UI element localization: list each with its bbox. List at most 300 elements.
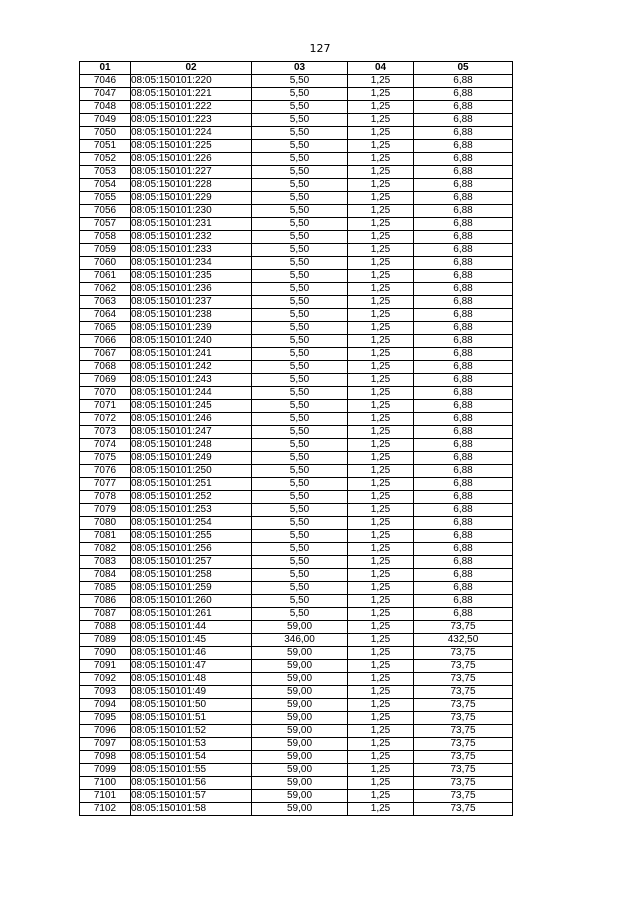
cell-03: 59,00 xyxy=(252,647,348,660)
cell-02: 08:05:150101:53 xyxy=(131,738,252,751)
cell-04: 1,25 xyxy=(348,387,414,400)
cell-01: 7068 xyxy=(80,361,131,374)
cell-01: 7073 xyxy=(80,426,131,439)
cell-01: 7050 xyxy=(80,127,131,140)
table-row xyxy=(80,361,513,374)
cell-01: 7052 xyxy=(80,153,131,166)
cell-03: 5,50 xyxy=(252,244,348,257)
cell-04: 1,25 xyxy=(348,348,414,361)
table-row xyxy=(80,205,513,218)
cell-02: 08:05:150101:249 xyxy=(131,452,252,465)
cell-05: 6,88 xyxy=(414,543,513,556)
cell-04: 1,25 xyxy=(348,88,414,101)
cell-02: 08:05:150101:227 xyxy=(131,166,252,179)
cell-05: 6,88 xyxy=(414,608,513,621)
table-row xyxy=(80,673,513,686)
table-row xyxy=(80,400,513,413)
cell-03: 5,50 xyxy=(252,205,348,218)
cell-04: 1,25 xyxy=(348,699,414,712)
cell-03: 5,50 xyxy=(252,504,348,517)
cell-02: 08:05:150101:233 xyxy=(131,244,252,257)
cell-04: 1,25 xyxy=(348,634,414,647)
cell-01: 7099 xyxy=(80,764,131,777)
cell-01: 7085 xyxy=(80,582,131,595)
cell-05: 6,88 xyxy=(414,88,513,101)
cell-01: 7053 xyxy=(80,166,131,179)
cell-01: 7058 xyxy=(80,231,131,244)
cell-01: 7087 xyxy=(80,608,131,621)
cell-04: 1,25 xyxy=(348,712,414,725)
cell-05: 6,88 xyxy=(414,413,513,426)
cell-04: 1,25 xyxy=(348,140,414,153)
cell-03: 5,50 xyxy=(252,530,348,543)
table-row xyxy=(80,231,513,244)
table-body xyxy=(80,75,513,816)
cell-04: 1,25 xyxy=(348,725,414,738)
cell-04: 1,25 xyxy=(348,127,414,140)
cell-04: 1,25 xyxy=(348,296,414,309)
cell-04: 1,25 xyxy=(348,647,414,660)
table-row xyxy=(80,478,513,491)
cell-03: 59,00 xyxy=(252,790,348,803)
cell-02: 08:05:150101:247 xyxy=(131,426,252,439)
table-row xyxy=(80,530,513,543)
table-row xyxy=(80,686,513,699)
cell-04: 1,25 xyxy=(348,608,414,621)
cell-02: 08:05:150101:237 xyxy=(131,296,252,309)
cell-05: 6,88 xyxy=(414,283,513,296)
cell-03: 59,00 xyxy=(252,686,348,699)
cell-01: 7066 xyxy=(80,335,131,348)
cell-02: 08:05:150101:240 xyxy=(131,335,252,348)
cell-03: 5,50 xyxy=(252,309,348,322)
cell-05: 73,75 xyxy=(414,699,513,712)
cell-02: 08:05:150101:250 xyxy=(131,465,252,478)
cell-05: 73,75 xyxy=(414,686,513,699)
cell-01: 7051 xyxy=(80,140,131,153)
cell-02: 08:05:150101:221 xyxy=(131,88,252,101)
cell-04: 1,25 xyxy=(348,751,414,764)
cell-03: 59,00 xyxy=(252,699,348,712)
cell-03: 5,50 xyxy=(252,387,348,400)
cell-04: 1,25 xyxy=(348,231,414,244)
cell-03: 59,00 xyxy=(252,764,348,777)
cell-05: 6,88 xyxy=(414,504,513,517)
page-number: 127 xyxy=(309,42,331,55)
cell-01: 7071 xyxy=(80,400,131,413)
cell-02: 08:05:150101:259 xyxy=(131,582,252,595)
cell-01: 7061 xyxy=(80,270,131,283)
cell-03: 5,50 xyxy=(252,348,348,361)
cell-02: 08:05:150101:238 xyxy=(131,309,252,322)
cell-05: 73,75 xyxy=(414,712,513,725)
table-row xyxy=(80,413,513,426)
cell-03: 5,50 xyxy=(252,322,348,335)
cell-05: 6,88 xyxy=(414,270,513,283)
cell-03: 59,00 xyxy=(252,777,348,790)
cell-05: 6,88 xyxy=(414,465,513,478)
table-row xyxy=(80,114,513,127)
cell-04: 1,25 xyxy=(348,101,414,114)
cell-03: 5,50 xyxy=(252,582,348,595)
cell-03: 5,50 xyxy=(252,114,348,127)
cell-05: 6,88 xyxy=(414,322,513,335)
cell-05: 6,88 xyxy=(414,140,513,153)
cell-02: 08:05:150101:226 xyxy=(131,153,252,166)
cell-01: 7095 xyxy=(80,712,131,725)
cell-02: 08:05:150101:56 xyxy=(131,777,252,790)
cell-04: 1,25 xyxy=(348,322,414,335)
cell-04: 1,25 xyxy=(348,192,414,205)
cell-04: 1,25 xyxy=(348,660,414,673)
cell-04: 1,25 xyxy=(348,335,414,348)
table-row xyxy=(80,751,513,764)
cell-02: 08:05:150101:49 xyxy=(131,686,252,699)
table-row xyxy=(80,426,513,439)
cell-05: 6,88 xyxy=(414,452,513,465)
table-row xyxy=(80,543,513,556)
cell-03: 59,00 xyxy=(252,621,348,634)
cell-01: 7074 xyxy=(80,439,131,452)
cell-02: 08:05:150101:44 xyxy=(131,621,252,634)
table-row xyxy=(80,699,513,712)
cell-04: 1,25 xyxy=(348,478,414,491)
cell-04: 1,25 xyxy=(348,556,414,569)
table-row xyxy=(80,517,513,530)
cell-02: 08:05:150101:51 xyxy=(131,712,252,725)
cell-03: 5,50 xyxy=(252,413,348,426)
cell-05: 6,88 xyxy=(414,400,513,413)
cell-05: 6,88 xyxy=(414,192,513,205)
cell-05: 6,88 xyxy=(414,205,513,218)
cell-04: 1,25 xyxy=(348,75,414,88)
table-row xyxy=(80,491,513,504)
cell-04: 1,25 xyxy=(348,738,414,751)
cell-02: 08:05:150101:244 xyxy=(131,387,252,400)
cell-02: 08:05:150101:232 xyxy=(131,231,252,244)
table-row xyxy=(80,309,513,322)
cell-01: 7084 xyxy=(80,569,131,582)
cell-01: 7101 xyxy=(80,790,131,803)
cell-04: 1,25 xyxy=(348,283,414,296)
cell-05: 73,75 xyxy=(414,725,513,738)
cell-03: 346,00 xyxy=(252,634,348,647)
cell-02: 08:05:150101:246 xyxy=(131,413,252,426)
cell-01: 7078 xyxy=(80,491,131,504)
cell-01: 7064 xyxy=(80,309,131,322)
table-row xyxy=(80,127,513,140)
cell-03: 5,50 xyxy=(252,595,348,608)
cell-03: 5,50 xyxy=(252,439,348,452)
cell-04: 1,25 xyxy=(348,179,414,192)
cell-02: 08:05:150101:52 xyxy=(131,725,252,738)
cell-04: 1,25 xyxy=(348,465,414,478)
cell-05: 6,88 xyxy=(414,101,513,114)
cell-03: 5,50 xyxy=(252,153,348,166)
cell-05: 6,88 xyxy=(414,374,513,387)
cell-02: 08:05:150101:223 xyxy=(131,114,252,127)
cell-02: 08:05:150101:222 xyxy=(131,101,252,114)
cell-02: 08:05:150101:225 xyxy=(131,140,252,153)
cell-01: 7082 xyxy=(80,543,131,556)
cell-02: 08:05:150101:46 xyxy=(131,647,252,660)
table-row xyxy=(80,179,513,192)
cell-02: 08:05:150101:252 xyxy=(131,491,252,504)
table-row xyxy=(80,803,513,816)
cell-04: 1,25 xyxy=(348,439,414,452)
cell-03: 5,50 xyxy=(252,400,348,413)
cell-01: 7046 xyxy=(80,75,131,88)
cell-04: 1,25 xyxy=(348,530,414,543)
cell-05: 6,88 xyxy=(414,582,513,595)
cell-03: 5,50 xyxy=(252,140,348,153)
cell-05: 6,88 xyxy=(414,556,513,569)
cell-05: 6,88 xyxy=(414,231,513,244)
cell-05: 6,88 xyxy=(414,530,513,543)
cell-02: 08:05:150101:243 xyxy=(131,374,252,387)
table-row xyxy=(80,660,513,673)
cell-05: 6,88 xyxy=(414,491,513,504)
table-row xyxy=(80,790,513,803)
table-row xyxy=(80,88,513,101)
cell-01: 7060 xyxy=(80,257,131,270)
cell-01: 7098 xyxy=(80,751,131,764)
cell-05: 73,75 xyxy=(414,751,513,764)
cell-03: 5,50 xyxy=(252,335,348,348)
cell-04: 1,25 xyxy=(348,413,414,426)
table-row xyxy=(80,569,513,582)
cell-04: 1,25 xyxy=(348,543,414,556)
cell-01: 7092 xyxy=(80,673,131,686)
cell-01: 7094 xyxy=(80,699,131,712)
cell-03: 5,50 xyxy=(252,478,348,491)
cell-05: 6,88 xyxy=(414,127,513,140)
cell-05: 6,88 xyxy=(414,114,513,127)
cell-02: 08:05:150101:55 xyxy=(131,764,252,777)
table-row xyxy=(80,465,513,478)
cell-02: 08:05:150101:256 xyxy=(131,543,252,556)
cell-04: 1,25 xyxy=(348,309,414,322)
cell-03: 5,50 xyxy=(252,517,348,530)
cell-04: 1,25 xyxy=(348,686,414,699)
cell-03: 5,50 xyxy=(252,452,348,465)
cell-01: 7062 xyxy=(80,283,131,296)
cell-02: 08:05:150101:253 xyxy=(131,504,252,517)
table-row xyxy=(80,621,513,634)
table-row xyxy=(80,283,513,296)
cell-03: 5,50 xyxy=(252,231,348,244)
cell-02: 08:05:150101:257 xyxy=(131,556,252,569)
table-row xyxy=(80,140,513,153)
cell-01: 7048 xyxy=(80,101,131,114)
cell-01: 7102 xyxy=(80,803,131,816)
cell-02: 08:05:150101:255 xyxy=(131,530,252,543)
cell-02: 08:05:150101:58 xyxy=(131,803,252,816)
cell-02: 08:05:150101:54 xyxy=(131,751,252,764)
table-row xyxy=(80,777,513,790)
cell-01: 7091 xyxy=(80,660,131,673)
cell-05: 6,88 xyxy=(414,166,513,179)
cell-02: 08:05:150101:50 xyxy=(131,699,252,712)
cell-04: 1,25 xyxy=(348,153,414,166)
cell-02: 08:05:150101:254 xyxy=(131,517,252,530)
cell-04: 1,25 xyxy=(348,491,414,504)
table-row xyxy=(80,725,513,738)
cell-05: 6,88 xyxy=(414,387,513,400)
table-row xyxy=(80,335,513,348)
cell-05: 6,88 xyxy=(414,244,513,257)
cell-01: 7090 xyxy=(80,647,131,660)
cell-01: 7077 xyxy=(80,478,131,491)
cell-03: 59,00 xyxy=(252,751,348,764)
cell-03: 5,50 xyxy=(252,218,348,231)
table-row xyxy=(80,738,513,751)
cell-03: 5,50 xyxy=(252,270,348,283)
cell-05: 73,75 xyxy=(414,803,513,816)
table-row xyxy=(80,322,513,335)
cell-05: 6,88 xyxy=(414,426,513,439)
cell-01: 7072 xyxy=(80,413,131,426)
cell-05: 6,88 xyxy=(414,75,513,88)
cell-03: 5,50 xyxy=(252,361,348,374)
cell-05: 6,88 xyxy=(414,478,513,491)
cell-03: 5,50 xyxy=(252,127,348,140)
cell-02: 08:05:150101:228 xyxy=(131,179,252,192)
cell-03: 5,50 xyxy=(252,192,348,205)
cell-01: 7086 xyxy=(80,595,131,608)
cell-03: 5,50 xyxy=(252,556,348,569)
table-row xyxy=(80,634,513,647)
cell-01: 7055 xyxy=(80,192,131,205)
cell-02: 08:05:150101:48 xyxy=(131,673,252,686)
cell-05: 6,88 xyxy=(414,179,513,192)
cell-05: 6,88 xyxy=(414,153,513,166)
cell-03: 5,50 xyxy=(252,75,348,88)
cell-02: 08:05:150101:229 xyxy=(131,192,252,205)
cell-05: 6,88 xyxy=(414,218,513,231)
cell-04: 1,25 xyxy=(348,504,414,517)
cell-02: 08:05:150101:235 xyxy=(131,270,252,283)
table-row xyxy=(80,75,513,88)
table-row xyxy=(80,647,513,660)
cell-04: 1,25 xyxy=(348,621,414,634)
table-row xyxy=(80,387,513,400)
cell-03: 5,50 xyxy=(252,491,348,504)
cell-01: 7049 xyxy=(80,114,131,127)
cell-05: 6,88 xyxy=(414,439,513,452)
cell-03: 5,50 xyxy=(252,426,348,439)
cell-02: 08:05:150101:45 xyxy=(131,634,252,647)
cell-04: 1,25 xyxy=(348,803,414,816)
cell-05: 6,88 xyxy=(414,361,513,374)
cell-05: 73,75 xyxy=(414,790,513,803)
cell-04: 1,25 xyxy=(348,361,414,374)
cell-01: 7069 xyxy=(80,374,131,387)
cell-04: 1,25 xyxy=(348,426,414,439)
cell-02: 08:05:150101:242 xyxy=(131,361,252,374)
table-row xyxy=(80,595,513,608)
cell-03: 5,50 xyxy=(252,257,348,270)
cell-04: 1,25 xyxy=(348,114,414,127)
table-row xyxy=(80,244,513,257)
cell-03: 5,50 xyxy=(252,608,348,621)
cell-01: 7089 xyxy=(80,634,131,647)
cell-05: 73,75 xyxy=(414,764,513,777)
cell-03: 5,50 xyxy=(252,166,348,179)
table-row xyxy=(80,192,513,205)
cell-03: 59,00 xyxy=(252,803,348,816)
cell-05: 6,88 xyxy=(414,569,513,582)
cell-01: 7080 xyxy=(80,517,131,530)
cell-03: 5,50 xyxy=(252,296,348,309)
cell-05: 6,88 xyxy=(414,296,513,309)
cell-01: 7063 xyxy=(80,296,131,309)
cell-05: 6,88 xyxy=(414,335,513,348)
cell-04: 1,25 xyxy=(348,673,414,686)
table-row xyxy=(80,296,513,309)
table-row xyxy=(80,764,513,777)
cell-04: 1,25 xyxy=(348,777,414,790)
cell-03: 5,50 xyxy=(252,543,348,556)
cell-01: 7059 xyxy=(80,244,131,257)
table-row xyxy=(80,270,513,283)
cell-01: 7100 xyxy=(80,777,131,790)
cell-01: 7054 xyxy=(80,179,131,192)
cell-04: 1,25 xyxy=(348,374,414,387)
cell-02: 08:05:150101:57 xyxy=(131,790,252,803)
table-row xyxy=(80,608,513,621)
cell-02: 08:05:150101:234 xyxy=(131,257,252,270)
cell-05: 73,75 xyxy=(414,673,513,686)
table-row xyxy=(80,153,513,166)
cell-04: 1,25 xyxy=(348,400,414,413)
cell-02: 08:05:150101:248 xyxy=(131,439,252,452)
cell-03: 5,50 xyxy=(252,465,348,478)
cell-04: 1,25 xyxy=(348,205,414,218)
cell-01: 7097 xyxy=(80,738,131,751)
cell-01: 7093 xyxy=(80,686,131,699)
cell-04: 1,25 xyxy=(348,764,414,777)
table-row xyxy=(80,712,513,725)
cell-03: 59,00 xyxy=(252,660,348,673)
cell-05: 73,75 xyxy=(414,660,513,673)
cell-02: 08:05:150101:230 xyxy=(131,205,252,218)
column-header-01: 01 xyxy=(80,62,131,75)
table-row xyxy=(80,582,513,595)
cell-02: 08:05:150101:241 xyxy=(131,348,252,361)
cell-04: 1,25 xyxy=(348,452,414,465)
cell-05: 73,75 xyxy=(414,777,513,790)
cell-02: 08:05:150101:239 xyxy=(131,322,252,335)
cell-04: 1,25 xyxy=(348,257,414,270)
cell-04: 1,25 xyxy=(348,166,414,179)
cell-05: 6,88 xyxy=(414,595,513,608)
cell-03: 59,00 xyxy=(252,712,348,725)
cell-01: 7083 xyxy=(80,556,131,569)
cell-02: 08:05:150101:236 xyxy=(131,283,252,296)
cell-03: 59,00 xyxy=(252,738,348,751)
column-header-02: 02 xyxy=(131,62,252,75)
data-table xyxy=(79,61,513,816)
cell-03: 5,50 xyxy=(252,374,348,387)
cell-04: 1,25 xyxy=(348,569,414,582)
cell-02: 08:05:150101:261 xyxy=(131,608,252,621)
column-header-05: 05 xyxy=(414,62,513,75)
cell-02: 08:05:150101:245 xyxy=(131,400,252,413)
cell-01: 7067 xyxy=(80,348,131,361)
cell-01: 7070 xyxy=(80,387,131,400)
cell-01: 7057 xyxy=(80,218,131,231)
